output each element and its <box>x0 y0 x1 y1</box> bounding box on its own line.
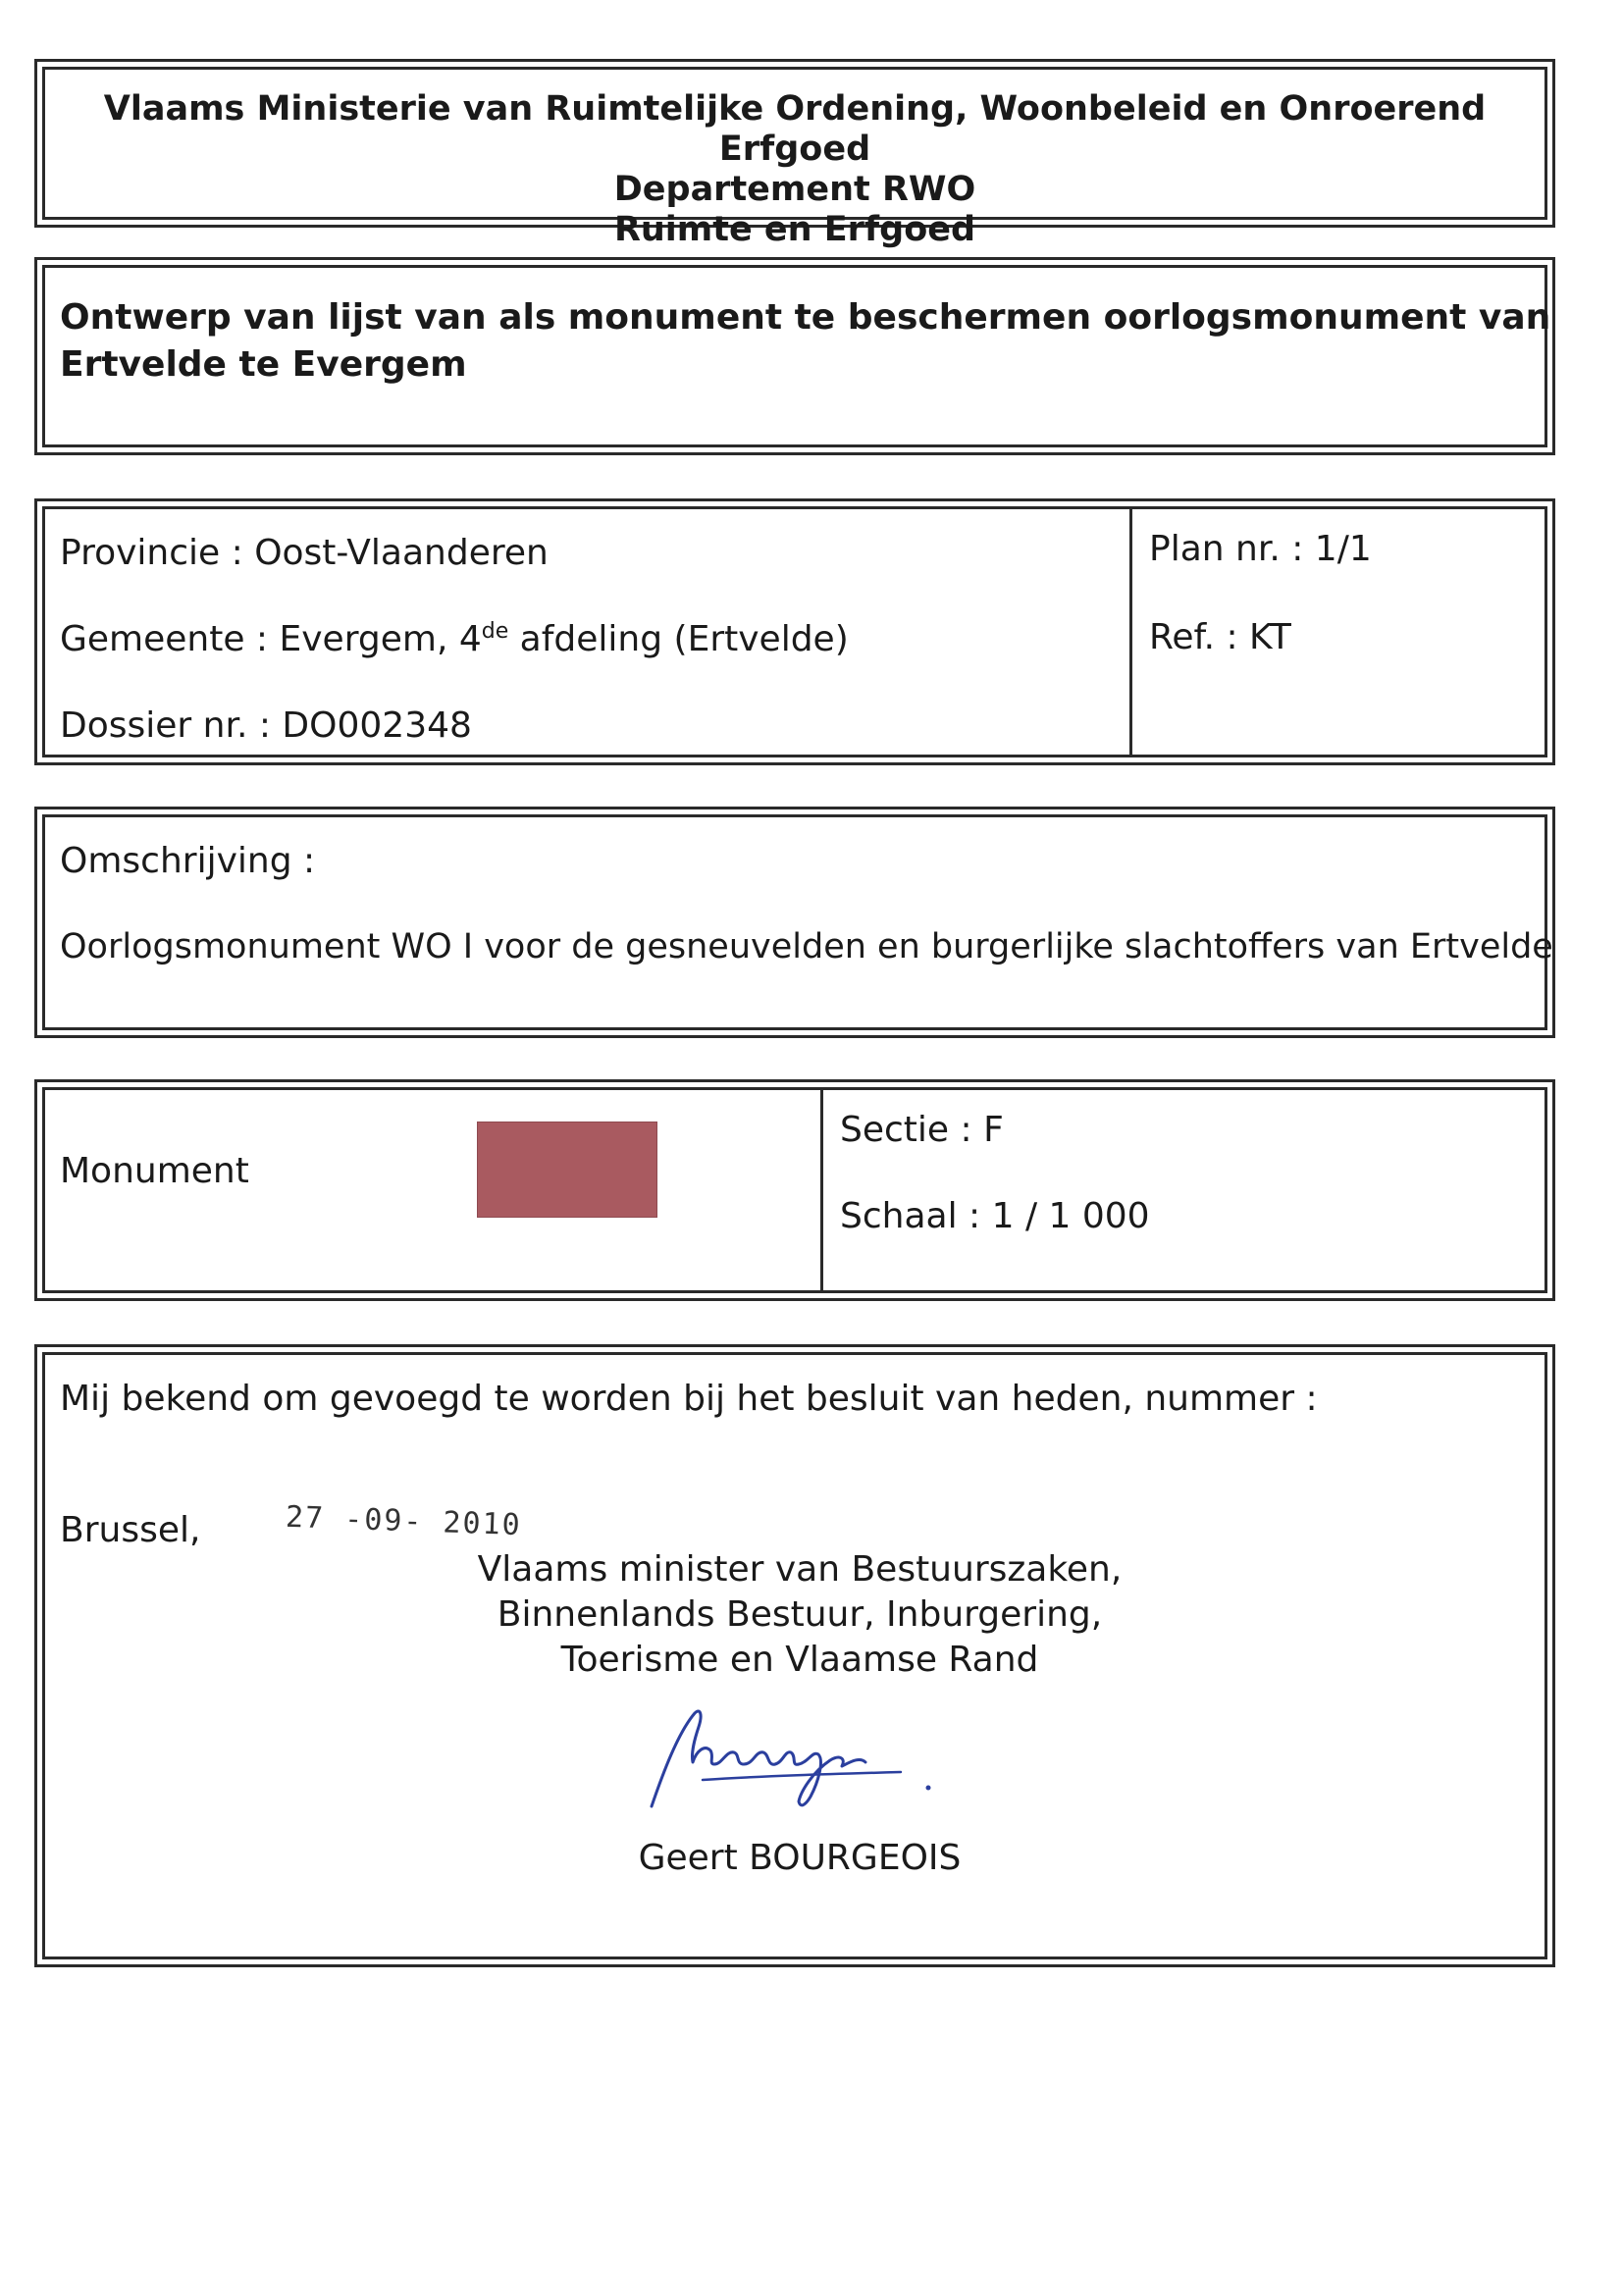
legend-inner <box>42 1087 1547 1293</box>
title-inner <box>42 265 1551 447</box>
gemeente-suffix: afdeling (Ertvelde) <box>508 619 849 659</box>
location-inner <box>42 506 1547 757</box>
handwritten-signature-icon <box>644 1694 968 1821</box>
description-label: Omschrijving : <box>60 841 316 881</box>
reference: Ref. : KT <box>1149 617 1291 657</box>
description-inner <box>42 814 1553 1030</box>
location-divider <box>1129 509 1132 755</box>
minister-title-line3: Toerisme en Vlaamse Rand <box>560 1640 1039 1680</box>
description-text: Oorlogsmonument WO I voor de gesneuvelden en burgerlijke slachtoffers van Ertvelde <box>60 927 1553 966</box>
header-box <box>34 59 1555 249</box>
document-title-line1: Ontwerp van lijst van als monument te beschermen oorlogsmonument van <box>60 297 1551 338</box>
minister-name: Geert BOURGEOIS <box>638 1838 962 1878</box>
dossier-field: Dossier nr. : DO002348 <box>60 705 472 746</box>
date-stamp: 27 -09- 2010 <box>285 1499 523 1543</box>
legend-label-monument: Monument <box>60 1151 249 1191</box>
signature-box <box>34 1344 1555 1967</box>
monument-swatch <box>477 1122 657 1218</box>
sectie-field: Sectie : F <box>840 1110 1004 1150</box>
provincie-field: Provincie : Oost-Vlaanderen <box>60 533 549 573</box>
approval-statement: Mij bekend om gevoegd te worden bij het besluit van heden, nummer : <box>60 1379 1318 1419</box>
division-name: Ruimte en Erfgoed <box>613 210 976 249</box>
document-title-line2: Ertvelde te Evergem <box>60 344 467 385</box>
plan-number: Plan nr. : 1/1 <box>1149 529 1372 569</box>
ministry-name: Vlaams Ministerie van Ruimtelijke Ordening, Woonbeleid en Onroerend Erfgoed <box>103 89 1487 169</box>
minister-title-line2: Binnenlands Bestuur, Inburgering, <box>497 1594 1103 1635</box>
location-box <box>34 498 1555 765</box>
department-name: Departement RWO <box>613 170 976 209</box>
schaal-field: Schaal : 1 / 1 000 <box>840 1196 1150 1236</box>
gemeente-field <box>60 619 849 659</box>
header-inner <box>42 67 1547 249</box>
signature-inner <box>42 1352 1547 1959</box>
title-box <box>34 257 1555 455</box>
legend-box <box>34 1079 1555 1301</box>
gemeente-prefix: Gemeente : Evergem, 4 <box>60 619 482 659</box>
description-box <box>34 807 1555 1038</box>
minister-title-line1: Vlaams minister van Bestuurszaken, <box>477 1549 1123 1590</box>
gemeente-superscript: de <box>481 619 509 644</box>
legend-divider <box>820 1090 823 1290</box>
place-label: Brussel, <box>60 1510 201 1550</box>
